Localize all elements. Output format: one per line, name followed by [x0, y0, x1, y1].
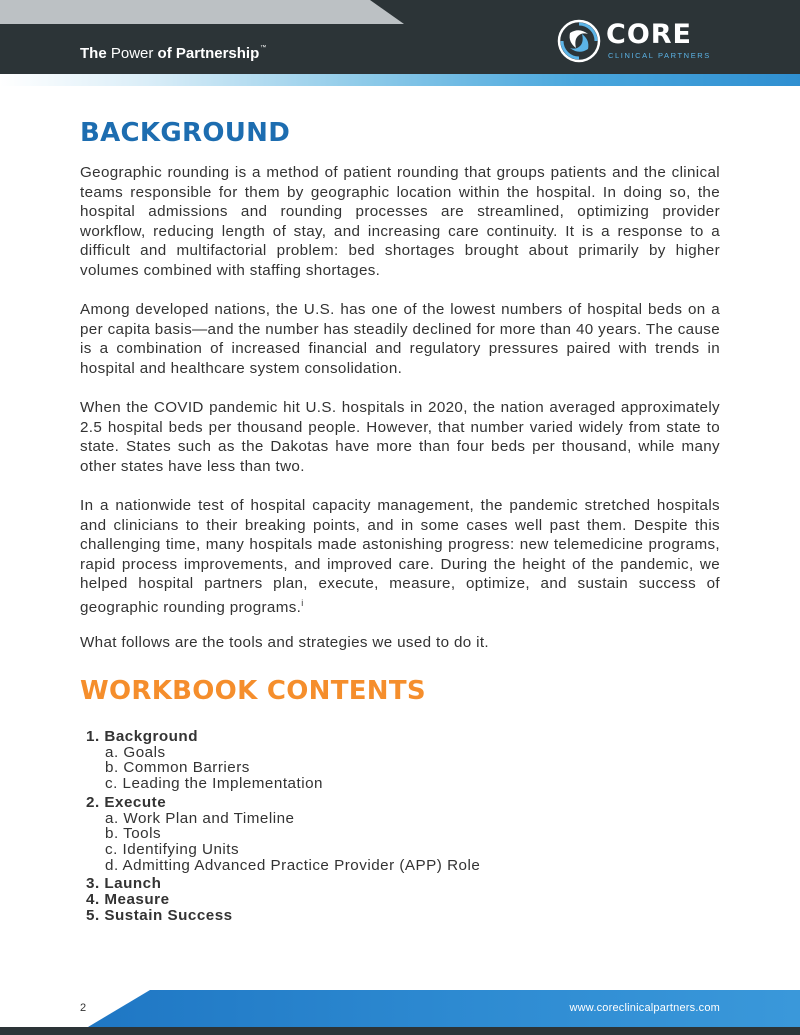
toc-item-launch — [86, 876, 686, 892]
toc-item-label: 3. Launch — [86, 875, 162, 893]
logo-wordmark: CORE — [606, 19, 693, 50]
background-heading: BACKGROUND — [80, 118, 291, 148]
logo-subtitle: CLINICAL PARTNERS — [608, 51, 711, 60]
footer-dark-bar — [0, 1027, 800, 1035]
workbook-contents-list — [86, 729, 686, 923]
footnote-marker[interactable]: i — [301, 597, 304, 608]
tagline-power: Power — [110, 45, 154, 62]
core-swirl-logo-icon — [556, 18, 602, 64]
page-header — [0, 0, 800, 86]
toc-subitem: c. Identifying Units — [105, 840, 240, 858]
toc-subitem: a. Goals — [105, 743, 166, 761]
toc-item-measure — [86, 892, 686, 908]
background-paragraph-4-text: In a nationwide test of hospital capacity management, the pandemic stretched hospitals and clinicians to their breaking points, and in some cases well past them. Despite this challenging time, many hospitals made astonishing progress: new telemedicine programs, rapid process improvements, and improved care. During the height of the pandemic, we helped hospital partners plan, execute, measure, optimize, and sustain success of geographic rounding programs. — [80, 497, 720, 617]
header-tagline — [80, 38, 267, 62]
trademark-symbol: ™ — [260, 45, 267, 51]
toc-item-sustain-success — [86, 908, 686, 924]
toc-item-label: 4. Measure — [86, 891, 170, 909]
toc-subitem: c. Leading the Implementation — [105, 775, 323, 793]
toc-item-label: 2. Execute — [86, 793, 167, 811]
workbook-contents-heading: WORKBOOK CONTENTS — [80, 676, 426, 706]
header-blue-band — [0, 74, 800, 86]
toc-item-label: 5. Sustain Success — [86, 906, 233, 924]
background-paragraph-5: What follows are the tools and strategies we used to do it. — [80, 634, 489, 651]
toc-item-label: 1. Background — [86, 728, 198, 745]
core-clinical-partners-logo — [556, 18, 726, 66]
background-paragraph-1: Geographic rounding is a method of patient rounding that groups patients and the clinical teams responsible for them by geographic location within the hospital. In doing so, the hospital admissions and rounding processes are streamlined, optimizing provider workflow, reducing length of stay, and increasing care continuity. It is a response to a difficult and multifactorial problem: bed shortages brought about primarily by higher volumes combined with staffing shortages. — [80, 164, 720, 279]
toc-subitem: b. Common Barriers — [105, 759, 250, 777]
tagline-of: of — [157, 45, 172, 62]
toc-item-execute — [86, 795, 686, 874]
tagline-partnership: Partnership — [175, 45, 260, 62]
tagline-the: The — [80, 45, 107, 62]
toc-subitem: d. Admitting Advanced Practice Provider (APP) Role — [105, 856, 481, 874]
toc-subitem: b. Tools — [105, 825, 162, 843]
footer-website-link[interactable]: www.coreclinicalpartners.com — [569, 1002, 720, 1014]
background-paragraph-2: Among developed nations, the U.S. has one of the lowest numbers of hospital beds on a per capita basis—and the number has steadily declined for more than 40 years. The cause is a combination of increased financial and regulatory pressures paired with trends in hospital and healthcare system consolidation. — [80, 301, 720, 377]
page-number: 2 — [80, 1002, 87, 1014]
toc-item-background — [86, 729, 686, 792]
background-paragraph-4 — [80, 496, 720, 618]
background-paragraph-3: When the COVID pandemic hit U.S. hospitals in 2020, the nation averaged approximately 2.5 hospital beds per thousand people. However, that number varied widely from state to state. States such as the Dakotas have more than four beds per thousand, while many other states have less than two. — [80, 399, 720, 475]
toc-subitem: a. Work Plan and Timeline — [105, 809, 295, 827]
header-grey-wedge — [0, 0, 404, 24]
